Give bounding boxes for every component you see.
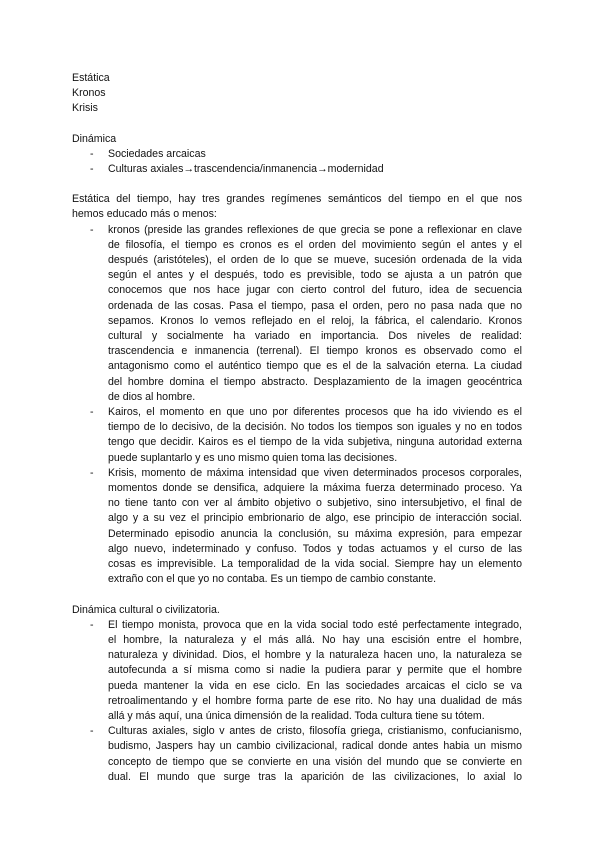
paragraph-line: allá y más aquí, una única dimensión de la realidad. Toda cultura tiene su tótem. [108,709,485,722]
bullet-dash: - [90,725,94,738]
paragraph-line: tengo que decidir. Kairos es el tiempo de la vida subjetiva, ninguna autoridad externa [108,436,522,449]
paragraph-line: dual. El mundo que surge tras la aparición de las civilizaciones, lo axial lo [108,770,522,783]
paragraph-line: de filosofía, el tiempo es cronos es el orden del movimiento según el antes y el [108,238,522,251]
civilizatoria-list [72,618,522,785]
list-item-kairos [72,405,522,466]
paragraph-line: cosas es imprevisible. La temporalidad de la vida social. Siempre hay un elemento [108,558,522,571]
paragraph-line: kronos (preside las grandes reflexiones de que grecia se pone a reflexionar en clave [108,223,522,236]
list-item [72,147,522,162]
paragraph-line: pueda mantener la vida en ese ciclo. En las sociedades arcaicas el ciclo se va [108,679,522,692]
paragraph-line: budismo, Jaspers hay un cambio civilizacional, radical donde antes habia un mismo [108,740,522,753]
paragraph-line: conocemos que nos hace jugar con cierto control del futuro, idea de secuencia [108,284,522,297]
paragraph-line: retroalimentando y el hombre forma parte de ese rito. No hay una dualidad de más [108,694,522,707]
list-item-kronos [72,223,522,405]
list-item-text: Sociedades arcaicas [108,147,206,160]
list-item-monista [72,618,522,724]
list-item-krisis [72,466,522,588]
intro-line: Estática del tiempo, hay tres grandes regímenes semánticos del tiempo en el que nos [72,193,522,206]
heading-kronos: Kronos [72,87,106,100]
paragraph-line: El tiempo monista, provoca que en la vida social todo esté perfectamente integrado, [108,618,522,631]
paragraph-line: tiempo de lo decisivo, de la decisión. No todos los tiempos son iguales y no en todos [108,421,522,434]
bullet-dash: - [90,223,94,236]
paragraph-line: ordenada de las cosas. Pasa el tiempo, pasa el orden, pero no pasa nada que no [108,299,522,312]
list-item [72,162,522,177]
list-item-axiales [72,724,522,785]
heading-krisis: Krisis [72,102,98,115]
paragraph-line: el hombre, la naturaleza y el más allá. No hay una escisión entre el hombre, [108,633,522,646]
paragraph-line: momentos donde se densifica, adquiere la máxima fuerza determinado proceso. Ya [108,482,522,495]
paragraph-line: no tiene tanto con ver al ámbito objetivo o subjetivo, sino intersubjetivo, el final de [108,497,522,510]
static-list [72,223,522,588]
paragraph-line: de dios al hombre. [108,390,196,403]
paragraph-line: algo y a su vez el principio embrionario de algo, ese principio de interacción social. [108,512,522,525]
paragraph-line: trascendencia e inmanencia (terrenal). El tiempo kronos es observado como el [108,345,522,358]
list-item-text: Culturas axiales→trascendencia/inmanencia→modernidad [108,163,384,176]
intro-paragraph [72,192,522,222]
paragraph-line: del hombre domina el tiempo abstracto. Desplazamiento de la imagen geocéntrica [108,375,522,388]
paragraph-line: sepamos. Kronos lo vemos reflejado en el reloj, la fábrica, el calendario. Kronos [108,314,522,327]
paragraph-line: Determinado episodio anuncia la conclusión, su máxima expresión, para empezar [108,527,522,540]
paragraph-line: Culturas axiales, siglo v antes de cristo, filosofía griega, cristianismo, confucianismo, [108,725,522,738]
heading-estatica: Estática [72,72,110,84]
bullet-dash: - [90,466,94,479]
heading-dinamica: Dinámica [72,132,117,145]
paragraph-line: algo nuevo, indeterminado y confuso. Todos y todas actuamos y el curso de las [108,542,522,555]
heading-dinamica-cultural: Dinámica cultural o civilizatoria. [72,603,220,616]
paragraph-line: extraño con el que yo no contaba. Es un tiempo de cambio constante. [108,573,437,586]
paragraph-line: naturaleza y divinidad. Dios, el hombre y la naturaleza hacen uno, la naturaleza se [108,649,522,662]
static-heading-block [72,71,522,117]
paragraph-line: según el antes y el después, todo es previsible, todo se ajusta a un patrón que [108,269,522,282]
intro-line: hemos educado más o menos: [72,208,217,221]
bullet-dash: - [90,618,94,631]
paragraph-line: autofecunda a sí misma como si nadie la pudiera parar y permite que el hombre [108,664,522,677]
paragraph-line: concepto de tiempo que se convierte en una visión del mundo que se convierte en [108,755,522,768]
paragraph-line: antagonismo como el auténtico tiempo que es el de la salvación eterna. La ciudad [108,360,522,373]
paragraph-line: puede suplantarlo y es uno mismo quien toma las decisiones. [108,451,398,464]
paragraph-line: Krisis, momento de máxima intensidad que viven determinados procesos corporales, [108,466,522,479]
bullet-dash: - [90,406,94,419]
paragraph-line: Kairos, el momento en que uno por diferentes procesos que ha ido viviendo es el [108,406,522,419]
bullet-dash: - [90,147,94,160]
dynamic-block [72,132,522,178]
bullet-dash: - [90,163,94,176]
dynamic-civilizatoria-block [72,603,522,785]
paragraph-line: después (aristóteles), el orden de lo que se mueve, sucesión ordenada de la vida [108,254,522,267]
dynamic-list [72,147,522,177]
paragraph-line: cultural y socialmente ha variado en importancia. Dos niveles de realidad: [108,330,522,343]
